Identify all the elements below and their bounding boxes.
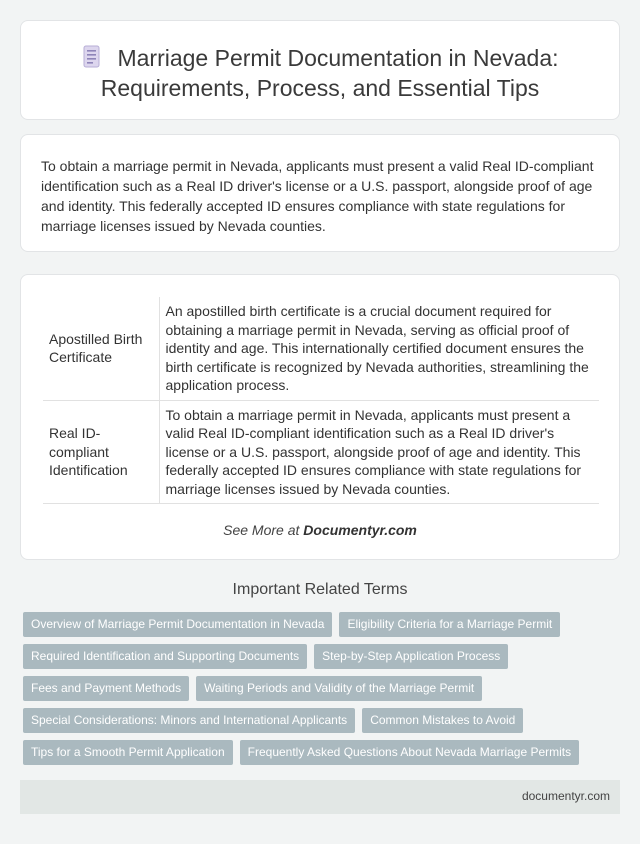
related-terms-list	[23, 612, 623, 772]
related-term-tag[interactable]: Overview of Marriage Permit Documentation in Nevada	[23, 612, 332, 637]
details-card	[20, 274, 620, 560]
related-term-tag[interactable]: Frequently Asked Questions About Nevada Marriage Permits	[240, 740, 580, 765]
row-label: Real ID-compliant Identification	[43, 400, 159, 504]
title-card	[20, 20, 620, 120]
intro-card	[20, 134, 620, 252]
details-table	[43, 297, 599, 504]
row-label: Apostilled Birth Certificate	[43, 297, 159, 400]
related-term-tag[interactable]: Special Considerations: Minors and International Applicants	[23, 708, 355, 733]
related-term-tag[interactable]: Common Mistakes to Avoid	[362, 708, 523, 733]
related-term-tag[interactable]: Required Identification and Supporting Documents	[23, 644, 307, 669]
see-more-link[interactable]	[21, 522, 619, 538]
footer-site-link[interactable]: documentyr.com	[521, 789, 610, 803]
see-more-prefix: See More at	[223, 522, 304, 538]
footer	[20, 780, 620, 814]
row-description: To obtain a marriage permit in Nevada, applicants must present a valid Real ID-compliant identification such as a Real ID driver's license or a U.S. passport, alongside proof of age and identity. This federally accepted ID ensures compliance with state regulations for marriage licenses issued by Nevada counties.	[159, 400, 599, 504]
table-row	[43, 400, 599, 504]
related-term-tag[interactable]: Waiting Periods and Validity of the Marriage Permit	[196, 676, 482, 701]
tag-row	[23, 740, 623, 772]
tag-row	[23, 676, 623, 708]
tag-row	[23, 612, 623, 644]
related-term-tag[interactable]: Fees and Payment Methods	[23, 676, 189, 701]
title-line-2: Requirements, Process, and Essential Tips	[100, 75, 540, 101]
title-line-1: Marriage Permit Documentation in Nevada:	[117, 45, 559, 71]
related-term-tag[interactable]: Eligibility Criteria for a Marriage Permit	[339, 612, 560, 637]
see-more-site[interactable]: Documentyr.com	[303, 522, 417, 538]
tag-row	[23, 644, 623, 676]
page-title	[21, 43, 619, 103]
related-terms-heading: Important Related Terms	[232, 581, 408, 598]
document-icon	[81, 44, 103, 70]
related-term-tag[interactable]: Tips for a Smooth Permit Application	[23, 740, 233, 765]
related-term-tag[interactable]: Step-by-Step Application Process	[314, 644, 508, 669]
intro-paragraph: To obtain a marriage permit in Nevada, applicants must present a valid Real ID-compliant identification such as a Real ID driver's license or a U.S. passport, alongside proof of age and identity. This federally accepted ID ensures compliance with state regulations for marriage licenses issued by Nevada counties.	[41, 158, 594, 234]
table-row	[43, 297, 599, 400]
row-description: An apostilled birth certificate is a crucial document required for obtaining a marriage permit in Nevada, serving as official proof of identity and age. This internationally certified document ensures the birth certificate is recognized by Nevada authorities, streamlining the application process.	[159, 297, 599, 400]
tag-row	[23, 708, 623, 740]
